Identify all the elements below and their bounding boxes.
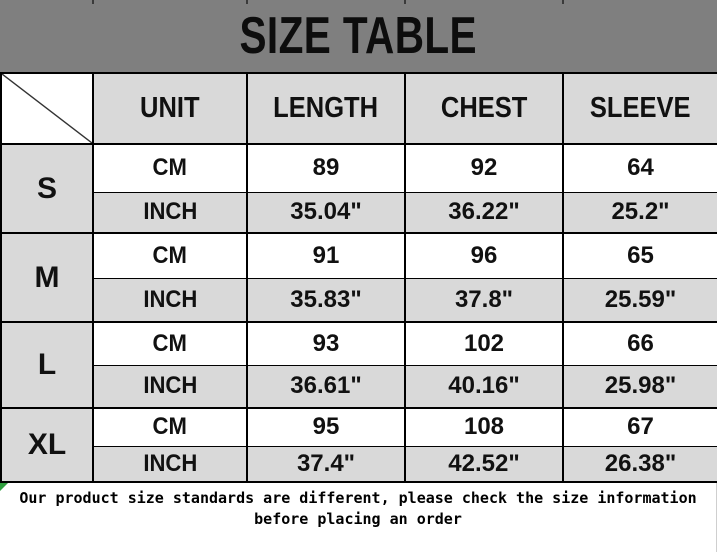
unit-label: CM — [152, 329, 188, 357]
length-value: 93 — [247, 322, 405, 365]
header-cell-unit — [93, 73, 247, 144]
unit-cell — [93, 322, 247, 365]
chest-value: 40.16" — [405, 365, 563, 408]
row-s-inch — [1, 192, 717, 233]
diagonal-divider-line — [2, 74, 92, 143]
chest-value: 96 — [405, 233, 563, 278]
unit-cell — [93, 144, 247, 192]
unit-label: INCH — [143, 285, 197, 313]
header-label: LENGTH — [273, 92, 379, 124]
chest-value: 36.22" — [405, 192, 563, 233]
header-label: SLEEVE — [590, 92, 691, 124]
unit-cell — [93, 365, 247, 408]
header-label: CHEST — [440, 92, 528, 124]
unit-label: INCH — [143, 449, 197, 477]
size-table — [0, 72, 717, 483]
size-label-l: L — [1, 322, 93, 408]
chest-value: 42.52" — [405, 446, 563, 482]
length-value: 36.61" — [247, 365, 405, 408]
header-cell-length — [247, 73, 405, 144]
unit-label: INCH — [143, 198, 197, 226]
unit-label: CM — [152, 154, 188, 182]
chest-value: 37.8" — [405, 278, 563, 322]
unit-cell — [93, 233, 247, 278]
cell-flag-icon — [0, 483, 8, 491]
sleeve-value: 25.59" — [563, 278, 717, 322]
header-label: UNIT — [140, 92, 200, 124]
sleeve-value: 67 — [563, 408, 717, 446]
length-value: 95 — [247, 408, 405, 446]
row-xl-inch — [1, 446, 717, 482]
unit-cell — [93, 278, 247, 322]
unit-label: INCH — [143, 372, 197, 400]
sleeve-value: 26.38" — [563, 446, 717, 482]
diagonal-header-cell — [1, 73, 93, 144]
row-m-cm — [1, 233, 717, 278]
unit-cell — [93, 192, 247, 233]
sleeve-value: 65 — [563, 233, 717, 278]
footer-note — [0, 483, 717, 552]
page-title: SIZE TABLE — [239, 7, 478, 65]
unit-label: CM — [152, 413, 188, 441]
title-bar — [0, 0, 717, 72]
gridline-tick — [92, 0, 94, 4]
chest-value: 108 — [405, 408, 563, 446]
sleeve-value: 64 — [563, 144, 717, 192]
chest-value: 92 — [405, 144, 563, 192]
header-cell-chest — [405, 73, 563, 144]
length-value: 37.4" — [247, 446, 405, 482]
length-value: 91 — [247, 233, 405, 278]
length-value: 89 — [247, 144, 405, 192]
length-value: 35.04" — [247, 192, 405, 233]
unit-label: CM — [152, 241, 188, 269]
sleeve-value: 25.98" — [563, 365, 717, 408]
row-s-cm — [1, 144, 717, 192]
row-xl-cm — [1, 408, 717, 446]
row-l-inch — [1, 365, 717, 408]
row-m-inch — [1, 278, 717, 322]
size-label-xl: XL — [1, 408, 93, 482]
gridline-tick — [562, 0, 564, 4]
row-l-cm — [1, 322, 717, 365]
gridline-tick — [404, 0, 406, 4]
header-row — [1, 73, 717, 144]
length-value: 35.83" — [247, 278, 405, 322]
unit-cell — [93, 446, 247, 482]
chest-value: 102 — [405, 322, 563, 365]
sleeve-value: 25.2" — [563, 192, 717, 233]
size-label-m: M — [1, 233, 93, 322]
unit-cell — [93, 408, 247, 446]
header-cell-sleeve — [563, 73, 717, 144]
sleeve-value: 66 — [563, 322, 717, 365]
size-label-s: S — [1, 144, 93, 233]
gridline-tick — [246, 0, 248, 4]
footer-note-text: Our product size standards are different, please check the size information before placing an order — [19, 489, 697, 528]
